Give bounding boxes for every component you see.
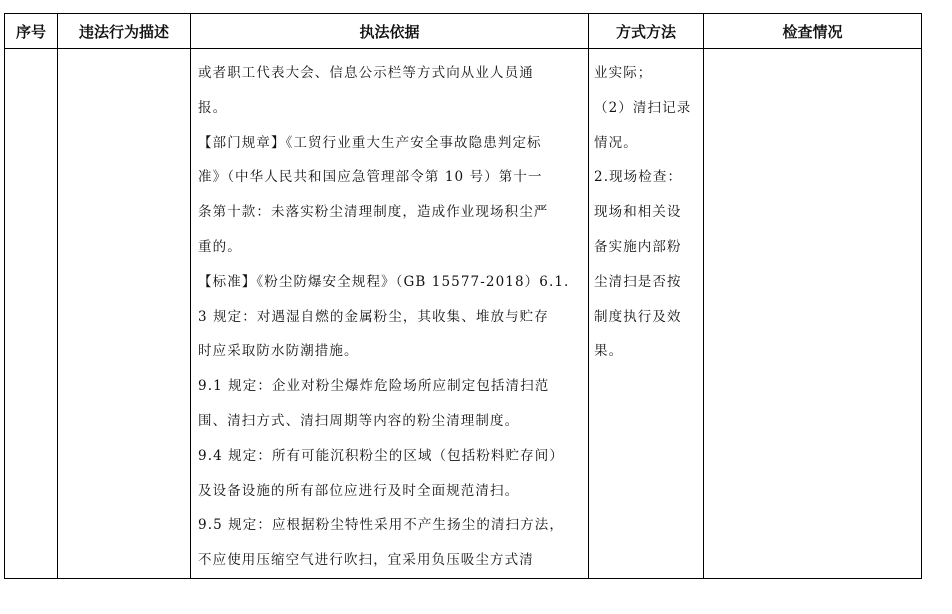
method-line: 业实际； — [594, 65, 653, 81]
cell-method — [589, 49, 704, 579]
basis-line: 报。 — [198, 99, 228, 116]
cell-seq — [5, 49, 58, 579]
method-line: 尘清扫是否按 — [594, 273, 682, 290]
basis-line: 围、清扫方式、清扫周期等内容的粉尘清理制度。 — [198, 412, 520, 429]
header-seq: 序号 — [5, 14, 58, 49]
header-method: 方式方法 — [589, 14, 704, 49]
basis-line: 条第十款：未落实粉尘清理制度，造成作业现场积尘严 — [198, 204, 549, 221]
cell-check — [704, 49, 922, 579]
basis-line: 不应使用压缩空气进行吹扫，宜采用负压吸尘方式清 — [198, 552, 534, 569]
table-header-row — [5, 14, 922, 49]
header-basis: 执法依据 — [191, 14, 589, 49]
header-description: 违法行为描述 — [58, 14, 191, 49]
method-line: （2）清扫记录 — [594, 99, 692, 116]
method-text — [589, 49, 703, 369]
table-row — [5, 49, 922, 579]
basis-line: 9.5 规定：应根据粉尘特性采用不产生扬尘的清扫方法， — [198, 517, 564, 534]
basis-line: 【部门规章】《工贸行业重大生产安全事故隐患判定标 — [198, 134, 542, 151]
method-line: 情况。 — [594, 134, 638, 151]
basis-line: 9.1 规定：企业对粉尘爆炸危险场所应制定包括清扫范 — [198, 378, 550, 395]
basis-line: 【标准】《粉尘防爆安全规程》（GB 15577-2018）6.1. — [198, 273, 570, 290]
basis-line: 重的。 — [198, 238, 242, 255]
method-line: 备实施内部粉 — [594, 238, 682, 255]
basis-line: 3 规定：对遇湿自燃的金属粉尘，其收集、堆放与贮存 — [198, 308, 549, 325]
method-line: 果。 — [594, 343, 624, 360]
basis-line: 准》（中华人民共和国应急管理部令第 10 号）第十一 — [198, 169, 543, 186]
method-line: 制度执行及效 — [594, 308, 682, 325]
method-line: 现场和相关设 — [594, 204, 682, 221]
enforcement-table — [4, 13, 922, 579]
method-line: 2.现场检查： — [594, 169, 683, 186]
basis-line: 9.4 规定：所有可能沉积粉尘的区域（包括粉料贮存间） — [198, 447, 564, 464]
basis-line: 或者职工代表大会、信息公示栏等方式向从业人员通 — [198, 65, 534, 81]
basis-line: 时应采取防水防潮措施。 — [198, 343, 359, 360]
basis-line: 及设备设施的所有部位应进行及时全面规范清扫。 — [198, 482, 520, 499]
basis-text — [191, 49, 588, 578]
cell-basis — [191, 49, 589, 579]
cell-description — [58, 49, 191, 579]
header-check: 检查情况 — [704, 14, 922, 49]
